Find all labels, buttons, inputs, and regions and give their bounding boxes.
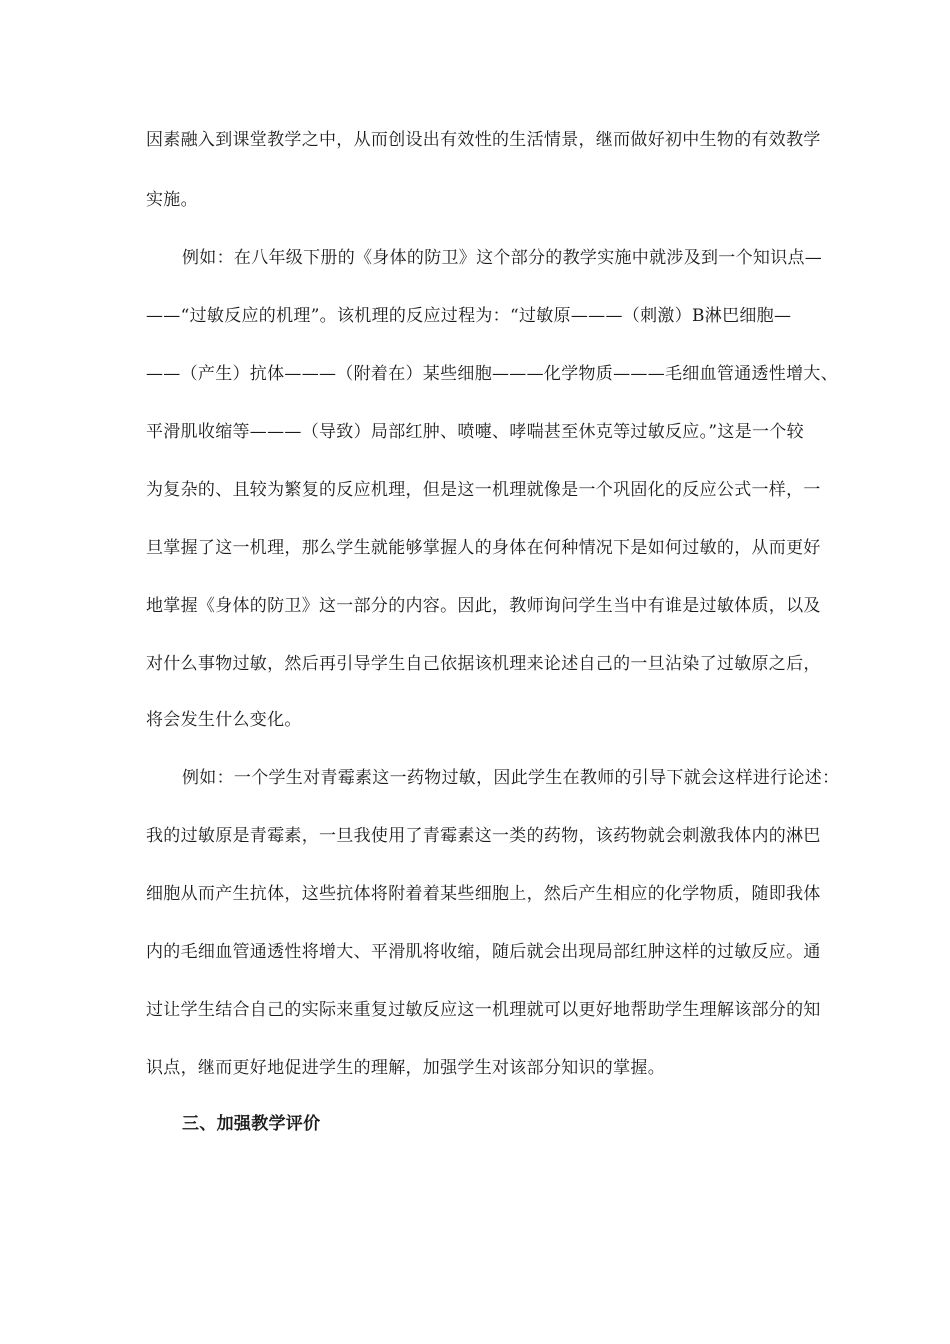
paragraph-line: 识点，继而更好地促进学生的理解，加强学生对该部分知识的掌握。: [146, 1058, 665, 1078]
section-heading: 三、加强教学评价: [182, 1114, 321, 1134]
paragraph-line: 旦掌握了这一机理，那么学生就能够掌握人的身体在何种情况下是如何过敏的，从而更好: [146, 538, 821, 558]
paragraph-line: 对什么事物过敏，然后再引导学生自己依据该机理来论述自己的一旦沾染了过敏原之后，: [146, 654, 821, 674]
paragraph-line: ——“过敏反应的机理”。该机理的反应过程为：“过敏原———（刺激）B淋巴细胞—: [146, 306, 792, 326]
paragraph-line: 地掌握《身体的防卫》这一部分的内容。因此，教师询问学生当中有谁是过敏体质，以及: [146, 596, 821, 616]
paragraph-line: ——（产生）抗体———（附着在）某些细胞———化学物质———毛细血管通透性增大、: [146, 364, 838, 384]
paragraph-line: 为复杂的、且较为繁复的反应机理，但是这一机理就像是一个巩固化的反应公式一样，一: [146, 480, 821, 500]
paragraph-line: 因素融入到课堂教学之中，从而创设出有效性的生活情景，继而做好初中生物的有效教学: [146, 130, 821, 150]
paragraph-line: 将会发生什么变化。: [146, 710, 302, 730]
paragraph-line: 内的毛细血管通透性将增大、平滑肌将收缩，随后就会出现局部红肿这样的过敏反应。通: [146, 942, 821, 962]
paragraph-line: 细胞从而产生抗体，这些抗体将附着着某些细胞上，然后产生相应的化学物质，随即我体: [146, 884, 821, 904]
paragraph-line: 过让学生结合自己的实际来重复过敏反应这一机理就可以更好地帮助学生理解该部分的知: [146, 1000, 821, 1020]
paragraph-line: 平滑肌收缩等———（导致）局部红肿、喷嚏、哮喘甚至休克等过敏反应。”这是一个较: [146, 422, 804, 442]
paragraph-line: 例如：一个学生对青霉素这一药物过敏，因此学生在教师的引导下就会这样进行论述：: [182, 768, 840, 788]
paragraph-line: 实施。: [146, 190, 198, 210]
paragraph-line: 例如：在八年级下册的《身体的防卫》这个部分的教学实施中就涉及到一个知识点—: [182, 248, 823, 268]
paragraph-line: 我的过敏原是青霉素，一旦我使用了青霉素这一类的药物，该药物就会刺激我体内的淋巴: [146, 826, 821, 846]
